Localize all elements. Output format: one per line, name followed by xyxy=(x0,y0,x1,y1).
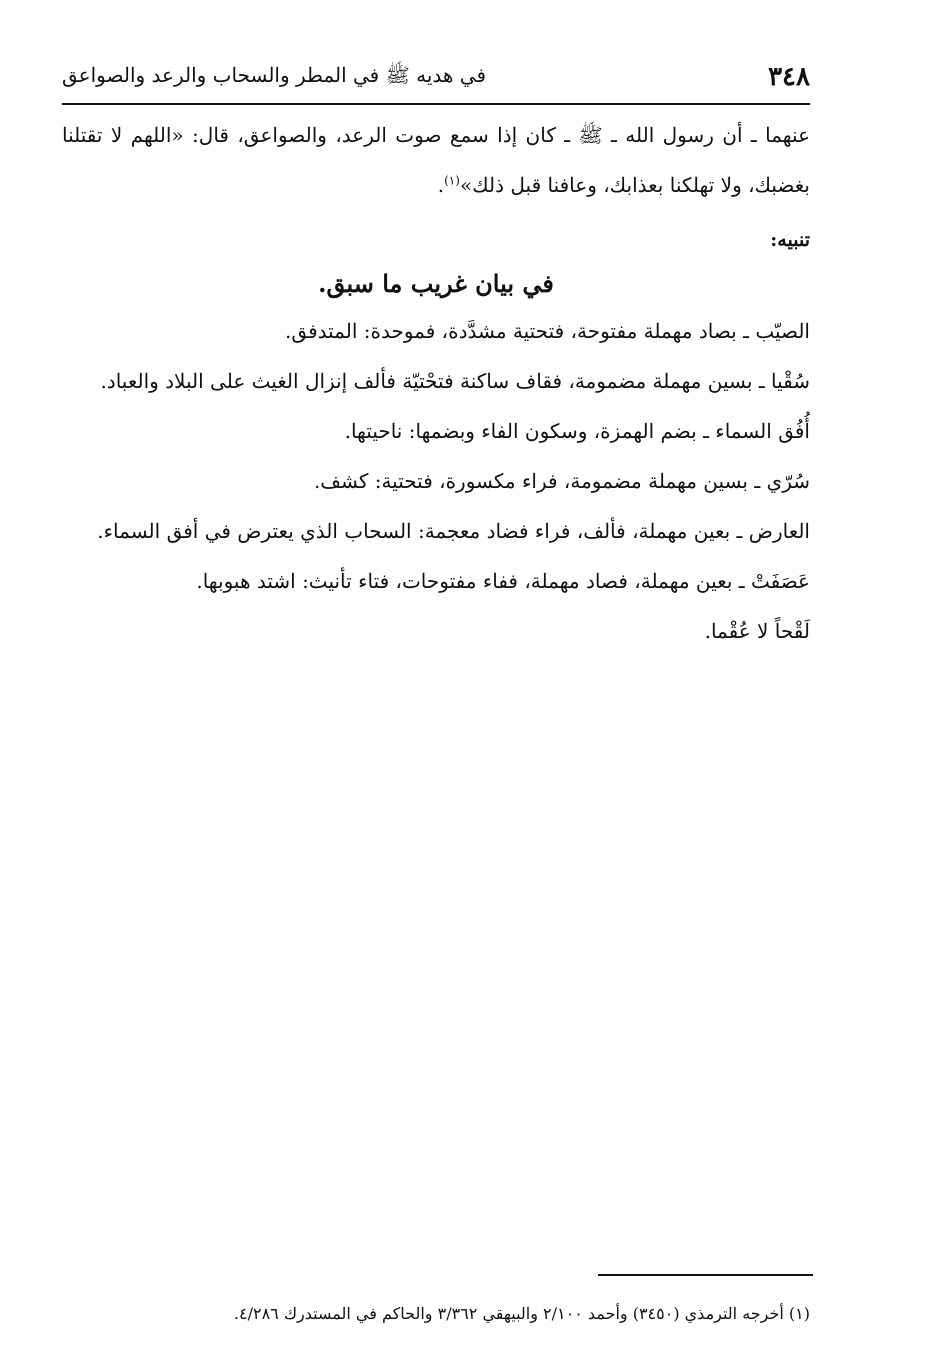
gloss-entry: سُرّي ـ بسين مهملة مضمومة، فراء مكسورة، فتحتية: كشف. xyxy=(313,469,810,493)
footnote: (١) أخرجه الترمذي (٣٤٥٠) وأحمد ٢/١٠٠ والبيهقي ٣/٣٦٢ والحاكم في المستدرك ٤/٢٨٦. xyxy=(233,1304,810,1323)
gloss-entry: لَقْحاً لا عُقْما. xyxy=(704,619,810,643)
hadith-text xyxy=(62,110,810,210)
gloss-entry: العارض ـ بعين مهملة، فألف، فراء فضاد معجمة: السحاب الذي يعترض في أفق السماء. xyxy=(97,519,810,543)
page-number: ٣٤٨ xyxy=(768,62,810,92)
tanbih-label: تنبيه: xyxy=(770,229,810,251)
footnote-rule xyxy=(598,1274,813,1276)
hadith-line-2: بغضبك، ولا تهلكنا بعذابك، وعافنا قبل ذلك» xyxy=(459,173,810,197)
page-body xyxy=(62,110,810,656)
gloss-entry: أُفُق السماء ـ بضم الهمزة، وسكون الفاء وبضمها: ناحيتها. xyxy=(344,419,810,443)
hadith-end-mark: . xyxy=(437,173,445,197)
gloss-entry: سُقْيا ـ بسين مهملة مضمومة، فقاف ساكنة فتحْتيّة فألف إنزال الغيث على البلاد والعباد. xyxy=(100,369,810,393)
running-title: في هديه ﷺ في المطر والسحاب والرعد والصواعق xyxy=(62,62,487,87)
hadith-line-1: عنهما ـ أن رسول الله ـ ﷺ ـ كان إذا سمع صوت الرعد، والصواعق، قال: «اللهم لا تقتلنا xyxy=(62,123,810,147)
section-heading: في بيان غريب ما سبق. xyxy=(318,269,554,298)
gloss-entry: الصيّب ـ بصاد مهملة مفتوحة، فتحتية مشدَّدة، فموحدة: المتدفق. xyxy=(285,319,810,343)
header-rule xyxy=(62,103,810,105)
footnote-reference: (١) xyxy=(444,173,460,188)
gloss-entry: عَصَفَتْ ـ بعين مهملة، فصاد مهملة، ففاء مفتوحات، فتاء تأنيث: اشتد هبوبها. xyxy=(196,569,810,593)
page-header xyxy=(62,52,810,102)
